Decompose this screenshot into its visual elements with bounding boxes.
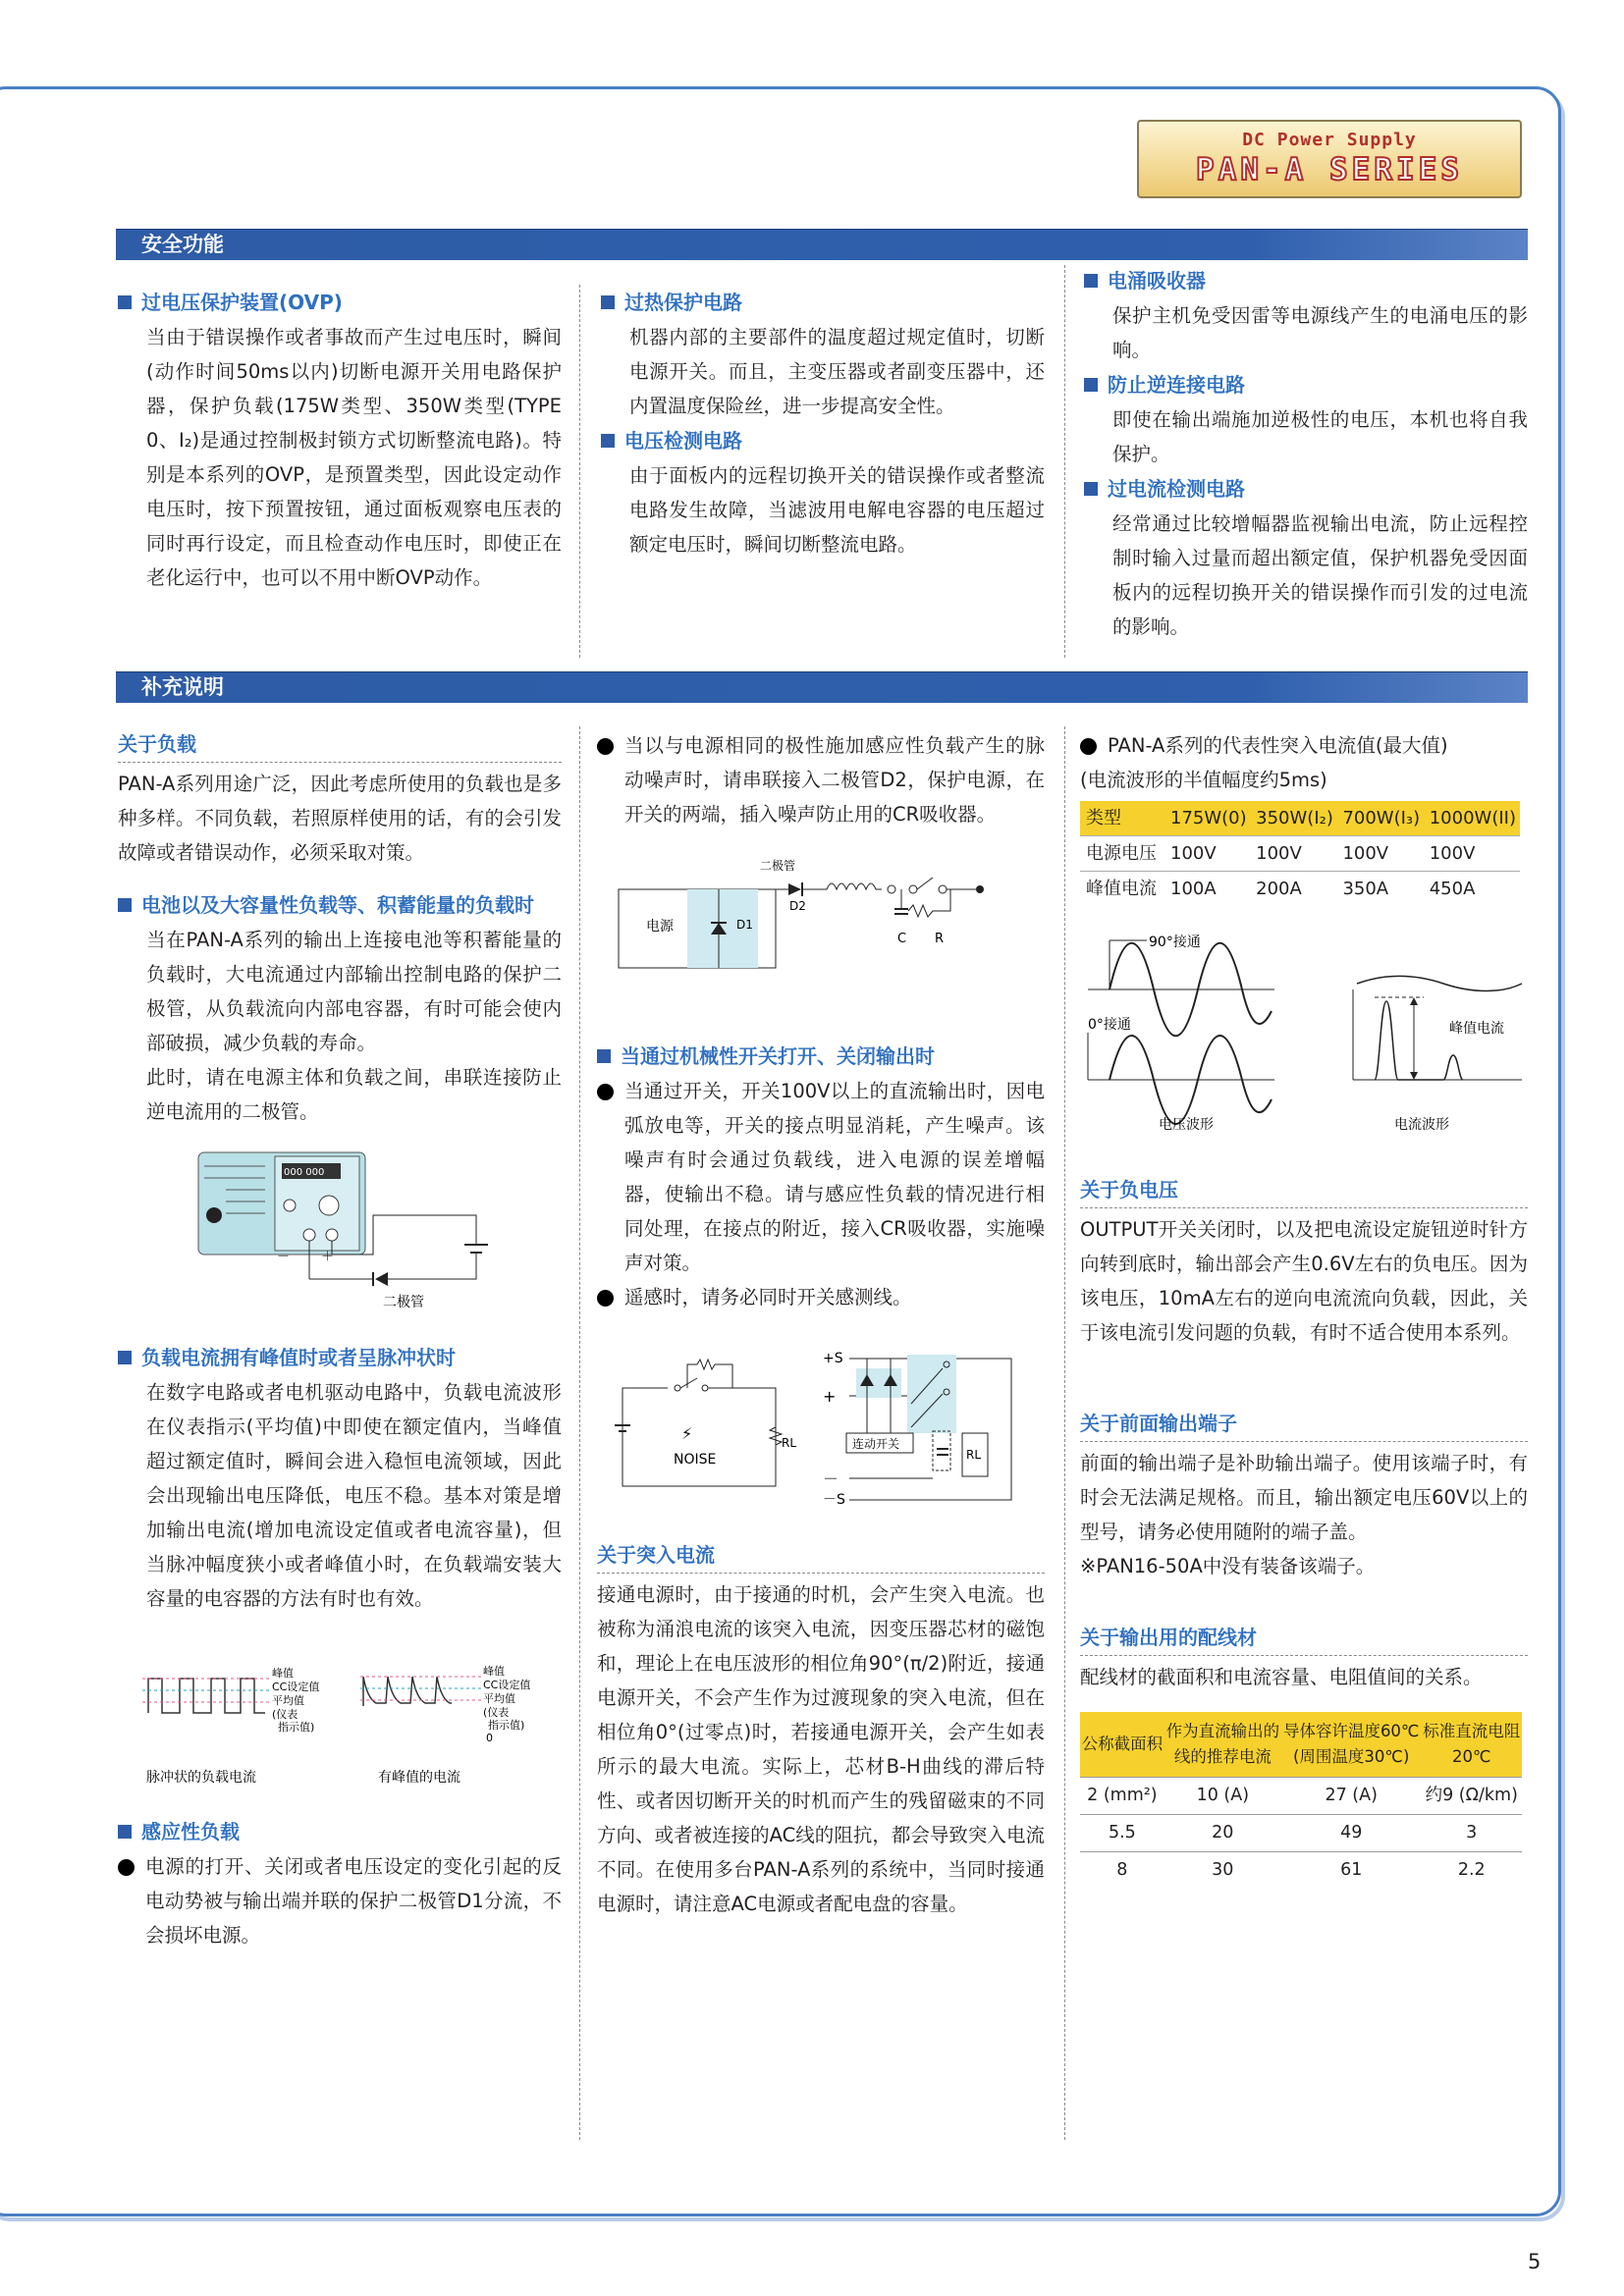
cc-label: CC设定值 bbox=[272, 1681, 320, 1693]
meter-label: (仪表 bbox=[272, 1708, 298, 1721]
table-cell: 61 bbox=[1281, 1852, 1422, 1890]
ovp-body: 当由于错误操作或者事故而产生过电压时，瞬间(动作时间50ms以内)切断电源开关用电路保护器，保护负载(175W类型、350W类型(TYPE 0、I₂)是通过控制极封锁方式切断整流电路)。特别是本系列的OVP，是预置类型，因此设定动作电压时，按下预置按钮，通过面板观察电压表的同时再行设定，而且检查动作电压时，即使正在老化运行中，也可以不用中断OVP动作。 bbox=[146, 326, 562, 589]
d2-label: D2 bbox=[789, 899, 806, 913]
table-cell: 27 (A) bbox=[1281, 1778, 1422, 1815]
terminal-icon bbox=[976, 885, 984, 893]
current-caption: 电流波形 bbox=[1394, 1117, 1449, 1133]
inrush-body: 接通电源时，由于接通的时机，会产生突入电流。也被称为涌浪电流的该突入电流，因变压器芯材的磁饱和，理论上在电压波形的相位角90°(π/2)附近，接通电源开关，不会产生作为过渡现象的突入电流，但在相位角0°(过零点)时，若接通电源开关，会产生如表所示的最大电流。实际上，芯材B-H曲线的滞后特性、或者因切断开关的时机而产生的残留磁束的不同方向、或者被连接的AC线的阻抗，都会导致突入电流不同。在使用多台PAN-A系列的系统中，当同时接通电源时，请注意AC电源或者配电盘的容量。 bbox=[597, 1583, 1045, 1915]
overheat-block bbox=[601, 285, 1045, 561]
negative-block bbox=[1080, 1174, 1528, 1350]
table-cell: 100A bbox=[1164, 872, 1250, 907]
table-header-cell: 700W(I₃) bbox=[1336, 801, 1423, 836]
noise-switch-figure bbox=[609, 1335, 1051, 1522]
table-cell: 350A bbox=[1336, 872, 1423, 907]
switch-icon bbox=[917, 878, 933, 889]
front-body: 前面的输出端子是补助输出端子。使用该端子时，有时会无法满足规格。而且，输出额定电压60V以上的型号，请务必使用随附的端子盖。 bbox=[1080, 1452, 1528, 1543]
section-header-notes: 补充说明 bbox=[116, 671, 1528, 703]
avg-label: 平均值 bbox=[483, 1692, 515, 1705]
battery-body2: 此时，请在电源主体和负载之间，串联连接防止逆电流用的二极管。 bbox=[146, 1066, 562, 1123]
bullet-square-icon bbox=[1084, 274, 1098, 288]
wiring-body: 配线材的截面积和电流容量、电阻值间的关系。 bbox=[1080, 1666, 1483, 1688]
diode-icon bbox=[375, 1272, 388, 1286]
load-body: PAN-A系列用途广泛，因此考虑所使用的负载也是多种多样。不同负载，若照原样使用的话，有的会引发故障或者错误动作，必须采取对策。 bbox=[118, 773, 562, 864]
plus-label: + bbox=[823, 1387, 837, 1406]
table-cell: 30 bbox=[1164, 1852, 1281, 1890]
label-0: 0°接通 bbox=[1088, 1017, 1131, 1033]
mech-body2: 遥感时，请务必同时开关感测线。 bbox=[597, 1280, 1045, 1314]
gang-switch-label: 连动开关 bbox=[852, 1437, 900, 1451]
table-cell: 8 bbox=[1080, 1852, 1164, 1890]
table-cell: 5.5 bbox=[1080, 1815, 1164, 1852]
peak-body: 在数字电路或者电机驱动电路中，负载电流波形在仪表指示(平均值)中即使在额定值内，当峰值超过额定值时，瞬间会进入稳恒电流领域，因此会出现输出电压降低，电压不稳。基本对策是增加输出电流(增加电流设定值或者电流容量)，但当脉冲幅度狭小或者峰值小时，在负载端安装大容量的电容器的方法有时也有效。 bbox=[146, 1381, 562, 1610]
table-cell: 约9 (Ω/km) bbox=[1422, 1778, 1523, 1815]
minus-label: － bbox=[823, 1469, 839, 1488]
table-row bbox=[1080, 836, 1520, 872]
peak-caption: 有峰值的电流 bbox=[378, 1770, 460, 1786]
peak-waveform bbox=[363, 1677, 452, 1706]
table-cell: 电源电压 bbox=[1080, 836, 1164, 872]
table-header-cell: 350W(I₂) bbox=[1250, 801, 1336, 836]
table-cell: 450A bbox=[1424, 872, 1520, 907]
spark-icon: ⚡ bbox=[681, 1424, 693, 1443]
bullet-square-icon bbox=[597, 1049, 611, 1063]
table-header-cell: 作为直流输出的 线的推荐电流 bbox=[1164, 1712, 1281, 1778]
wiring-heading: 关于输出用的配线材 bbox=[1080, 1622, 1528, 1656]
table-cell: 峰值电流 bbox=[1080, 872, 1164, 907]
zero-label: 0 bbox=[486, 1732, 493, 1744]
reverse-body: 即使在输出端施加逆极性的电压，本机也将自我保护。 bbox=[1112, 408, 1528, 465]
meter-label: 指示值) bbox=[278, 1721, 315, 1734]
logo-line1: DC Power Supply bbox=[1242, 130, 1417, 150]
table-cell: 100V bbox=[1424, 836, 1520, 872]
voltage-detect-body: 由于面板内的远程切换开关的错误操作或者整流电路发生故障，当滤波用电解电容器的电压超过额定电压时，瞬间切断整流电路。 bbox=[629, 464, 1045, 556]
page-number: 5 bbox=[1528, 2250, 1542, 2273]
load-block bbox=[118, 728, 562, 1129]
bullet-square-icon bbox=[118, 898, 132, 912]
surge-block bbox=[1084, 263, 1528, 644]
battery-body1: 当在PAN-A系列的输出上连接电池等积蓄能量的负载时，大电流通过内部输出控制电路的保护二极管，从负载流向内部电容器，有时可能会使内部破损，减少负载的寿命。 bbox=[146, 929, 562, 1054]
divider bbox=[579, 285, 580, 658]
overcurrent-heading: 过电流检测电路 bbox=[1084, 471, 1528, 507]
terminal-icon bbox=[303, 1229, 315, 1241]
terminal-icon bbox=[888, 885, 895, 893]
inductive2-body: 当以与电源相同的极性施加感应性负载产生的脉动噪声时，请串联接入二极管D2，保护电源，在开关的两端，插入噪声防止用的CR吸收器。 bbox=[597, 728, 1045, 831]
s-plus-label: +S bbox=[823, 1351, 843, 1366]
inrush-table-intro: PAN-A系列的代表性突入电流值(最大值) bbox=[1080, 728, 1532, 763]
front-heading: 关于前面输出端子 bbox=[1080, 1408, 1528, 1442]
table-cell: 2 (mm²) bbox=[1080, 1778, 1164, 1815]
section-header-safety: 安全功能 bbox=[116, 229, 1528, 260]
cc-label: CC设定值 bbox=[483, 1679, 531, 1691]
divider bbox=[579, 726, 580, 2140]
ovp-block bbox=[118, 285, 562, 595]
wiring-table bbox=[1080, 1712, 1522, 1889]
noise-label: NOISE bbox=[674, 1452, 717, 1468]
mech-block bbox=[597, 1039, 1045, 1314]
mech-body1: 当通过开关，开关100V以上的直流输出时，因电弧放电等，开关的接点明显消耗，产生噪声。该噪声有时会通过负载线，进入电源的误差增幅器，使输出不稳。请与感应性负载的情况进行相同处理，在接点的附近，接入CR吸收器，实施噪声对策。 bbox=[597, 1074, 1045, 1280]
table-header-row bbox=[1080, 801, 1520, 836]
inrush-table-note: (电流波形的半值幅度约5ms) bbox=[1080, 769, 1327, 791]
negative-body: OUTPUT开关关闭时，以及把电流设定旋钮逆时针方向转到底时，输出部会产生0.6V左右的负电压。因为该电压，10mA左右的逆向电流流向负载，因此，关于该电流引发问题的负载，有时不适合使用本系列。 bbox=[1080, 1218, 1528, 1344]
inrush-table-block bbox=[1080, 728, 1532, 906]
sense-wire bbox=[962, 1359, 1011, 1500]
peak-current-label: 峰值电流 bbox=[1449, 1021, 1504, 1037]
arrow-down-icon bbox=[1410, 1072, 1418, 1080]
bullet-square-icon bbox=[118, 1351, 132, 1364]
wiring-block bbox=[1080, 1622, 1528, 1889]
bullet-square-icon bbox=[118, 295, 132, 309]
label-90: 90°接通 bbox=[1149, 934, 1201, 950]
table-header-cell: 1000W(II) bbox=[1424, 801, 1520, 836]
pulse-caption: 脉冲状的负载电流 bbox=[146, 1770, 256, 1786]
diode-d2-icon bbox=[788, 883, 801, 895]
table-header-cell: 175W(0) bbox=[1164, 801, 1250, 836]
divider bbox=[1064, 726, 1065, 2140]
inductive-heading: 感应性负载 bbox=[118, 1814, 562, 1849]
terminal-icon bbox=[326, 1229, 338, 1241]
inductive-load-figure bbox=[617, 854, 1029, 972]
source-label: 电源 bbox=[646, 919, 674, 934]
voltage-caption: 电压波形 bbox=[1159, 1117, 1214, 1133]
overcurrent-body: 经常通过比较增幅器监视输出电流，防止远程控制时输入过量而超出额定值，保护机器免受因面板内的远程切换开关的错误操作而引发的过电流的影响。 bbox=[1112, 512, 1528, 638]
current-wave-steady bbox=[1357, 977, 1522, 991]
peak-label: 峰值 bbox=[272, 1667, 294, 1680]
table-cell: 3 bbox=[1422, 1815, 1523, 1852]
peak-label: 峰值 bbox=[483, 1665, 505, 1678]
overheat-heading: 过热保护电路 bbox=[601, 285, 1045, 320]
table-header-cell: 标准直流电阻 20℃ bbox=[1422, 1712, 1523, 1778]
peak-heading: 负载电流拥有峰值时或者呈脉冲状时 bbox=[118, 1340, 562, 1375]
surge-heading: 电涌吸收器 bbox=[1084, 263, 1528, 298]
inrush-current-table bbox=[1080, 801, 1520, 906]
table-row bbox=[1080, 872, 1520, 907]
meter-label: 指示值) bbox=[488, 1719, 525, 1732]
battery-heading: 电池以及大容量性负载等、积蓄能量的负载时 bbox=[118, 887, 562, 923]
battery-diode-figure bbox=[187, 1147, 501, 1313]
table-cell: 49 bbox=[1281, 1815, 1422, 1852]
voltage-detect-heading: 电压检测电路 bbox=[601, 423, 1045, 458]
capacitor-box bbox=[933, 1431, 950, 1470]
terminal-icon bbox=[909, 885, 917, 893]
display-digits: 000 000 bbox=[284, 1167, 325, 1178]
bullet-square-icon bbox=[118, 1825, 132, 1839]
knob-icon bbox=[284, 1200, 296, 1211]
arrow-up-icon bbox=[1410, 997, 1418, 1005]
bullet-square-icon bbox=[1084, 482, 1098, 496]
knob-icon bbox=[319, 1196, 339, 1215]
front-note: ※PAN16-50A中没有装备该端子。 bbox=[1080, 1555, 1376, 1577]
avg-label: 平均值 bbox=[272, 1694, 304, 1707]
inductive-body: 电源的打开、关闭或者电压设定的变化引起的反电动势被与输出端并联的保护二极管D1分流，不会损坏电源。 bbox=[118, 1849, 562, 1952]
inrush-waveform-figure bbox=[1080, 923, 1532, 1148]
rl-label: RL bbox=[966, 1448, 982, 1462]
negative-heading: 关于负电压 bbox=[1080, 1174, 1528, 1208]
surge-body: 保护主机免受因雷等电源线产生的电涌电压的影响。 bbox=[1112, 304, 1528, 361]
terminal-icon bbox=[939, 885, 947, 893]
minus-label: － bbox=[277, 1250, 291, 1264]
diode-label: 二极管 bbox=[760, 859, 796, 873]
table-header-row bbox=[1080, 1712, 1522, 1778]
ovp-heading: 过电压保护装置(OVP) bbox=[118, 285, 562, 320]
diode-label: 二极管 bbox=[383, 1295, 424, 1310]
fan-icon bbox=[206, 1207, 222, 1223]
r-label: R bbox=[935, 932, 945, 946]
inductive-block bbox=[118, 1814, 562, 1952]
mech-heading: 当通过机械性开关打开、关闭输出时 bbox=[597, 1039, 1045, 1074]
current-wave-inrush bbox=[1375, 1001, 1463, 1080]
pulse-current-figure bbox=[142, 1659, 555, 1796]
inrush-block bbox=[597, 1539, 1045, 1921]
load-heading: 关于负载 bbox=[118, 728, 562, 763]
table-cell: 100V bbox=[1250, 836, 1336, 872]
c-label: C bbox=[897, 932, 907, 946]
inductive2-block bbox=[597, 728, 1045, 831]
table-cell: 2.2 bbox=[1422, 1852, 1523, 1890]
overheat-body: 机器内部的主要部件的温度超过规定值时，切断电源开关。而且，主变压器或者副变压器中，还内置温度保险丝，进一步提高安全性。 bbox=[629, 326, 1045, 417]
noise-loop bbox=[623, 1388, 776, 1486]
series-logo bbox=[1137, 120, 1522, 198]
wire bbox=[388, 1253, 476, 1279]
rl-label: RL bbox=[782, 1436, 797, 1450]
bullet-square-icon bbox=[601, 295, 615, 309]
bullet-square-icon bbox=[1084, 378, 1098, 392]
table-row bbox=[1080, 1852, 1522, 1890]
s-minus-label: －S bbox=[823, 1492, 845, 1508]
inductor-icon bbox=[802, 883, 882, 889]
table-cell: 100V bbox=[1164, 836, 1250, 872]
bullet-square-icon bbox=[601, 434, 615, 448]
divider bbox=[1064, 265, 1065, 658]
table-row bbox=[1080, 1778, 1522, 1815]
table-cell: 20 bbox=[1164, 1815, 1281, 1852]
reverse-heading: 防止逆连接电路 bbox=[1084, 367, 1528, 402]
table-header-cell: 公称截面积 bbox=[1080, 1712, 1164, 1778]
inrush-heading: 关于突入电流 bbox=[597, 1539, 1045, 1574]
table-header-cell: 类型 bbox=[1080, 801, 1164, 836]
pulse-waveform bbox=[148, 1679, 265, 1713]
table-cell: 200A bbox=[1250, 872, 1336, 907]
plus-label: ＋ bbox=[321, 1250, 335, 1264]
table-row bbox=[1080, 1815, 1522, 1852]
d1-label: D1 bbox=[736, 918, 753, 932]
meter-label: (仪表 bbox=[483, 1706, 510, 1719]
table-cell: 10 (A) bbox=[1164, 1778, 1281, 1815]
peak-block bbox=[118, 1340, 562, 1616]
logo-line2: PAN-A SERIES bbox=[1196, 152, 1463, 187]
front-block bbox=[1080, 1408, 1528, 1583]
table-cell: 100V bbox=[1336, 836, 1423, 872]
table-header-cell: 导体容许温度60℃ (周围温度30℃) bbox=[1281, 1712, 1422, 1778]
